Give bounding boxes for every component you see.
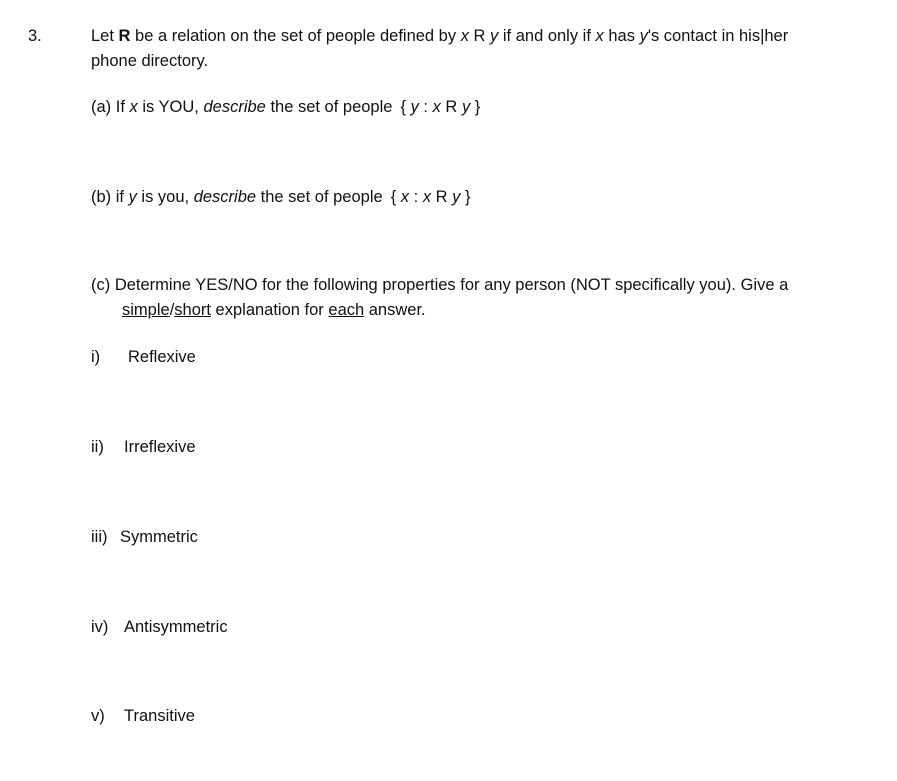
var-y: y [128,188,137,206]
property-label: i) [91,348,101,366]
property-transitive [91,704,195,729]
stem-text: if and only if [498,27,596,45]
stem-text: be a relation on the set of people defined by [130,27,461,45]
part-b-label: (b) [91,188,112,206]
part-c-label: (c) [91,276,111,294]
property-name: Reflexive [128,348,196,366]
part-b [91,185,471,210]
part-a-text: is YOU, [137,98,204,116]
stem-text: R [468,27,491,45]
property-name: Symmetric [120,528,198,546]
property-label: ii) [91,438,104,456]
set-notation [391,188,471,206]
each-underlined: each [328,301,365,319]
property-label: iii) [91,528,108,546]
set-var: y [410,98,419,116]
set-colon: : [409,188,423,206]
part-a-text: the set of people [265,98,393,116]
property-symmetric [91,525,198,550]
set-brace: { [400,98,411,116]
set-brace: } [470,98,481,116]
property-antisymmetric [91,615,228,640]
stem-text: Let [91,27,119,45]
set-x: x [432,98,441,116]
describe-emphasis: describe [193,188,257,206]
var-y: y [639,27,648,45]
relation-symbol: R [118,27,131,45]
property-reflexive [91,345,196,370]
set-brace: { [390,188,401,206]
slash: / [169,301,175,319]
part-b-text: if [111,188,129,206]
property-irreflexive [91,435,196,460]
set-var: x [400,188,410,206]
var-x: x [595,27,604,45]
set-brace: } [460,188,471,206]
simple-underlined: simple [122,301,170,319]
short-underlined: short [174,301,211,319]
part-a [91,95,480,120]
part-c-text: answer. [364,301,426,319]
set-r: R [440,98,462,116]
property-label: v) [91,707,105,725]
property-name: Irreflexive [124,438,196,456]
part-a-text: If [111,98,130,116]
part-c-text: explanation for [210,301,329,319]
question-number: 3. [28,27,42,45]
describe-emphasis: describe [203,98,266,116]
part-c-continuation [91,298,788,323]
stem-text: 's contact in his|her [647,27,789,45]
property-name: Transitive [124,707,195,725]
set-x: x [422,188,432,206]
part-c-text: Determine YES/NO for the following properties for any person (NOT specifically you). Give a [110,276,789,294]
property-label: iv) [91,618,109,636]
var-y: y [490,27,499,45]
part-b-text: the set of people [256,188,383,206]
stem-text: has [603,27,640,45]
property-name: Antisymmetric [124,618,228,636]
set-colon: : [418,98,433,116]
set-y: y [461,98,471,116]
var-x: x [460,27,469,45]
stem-line-2: phone directory. [91,52,209,70]
set-notation [400,98,480,116]
part-a-label: (a) [91,98,112,116]
set-r: R [431,188,453,206]
set-y: y [452,188,461,206]
question-stem [91,24,788,74]
var-x: x [129,98,138,116]
part-c [91,273,788,323]
part-b-text: is you, [136,188,194,206]
